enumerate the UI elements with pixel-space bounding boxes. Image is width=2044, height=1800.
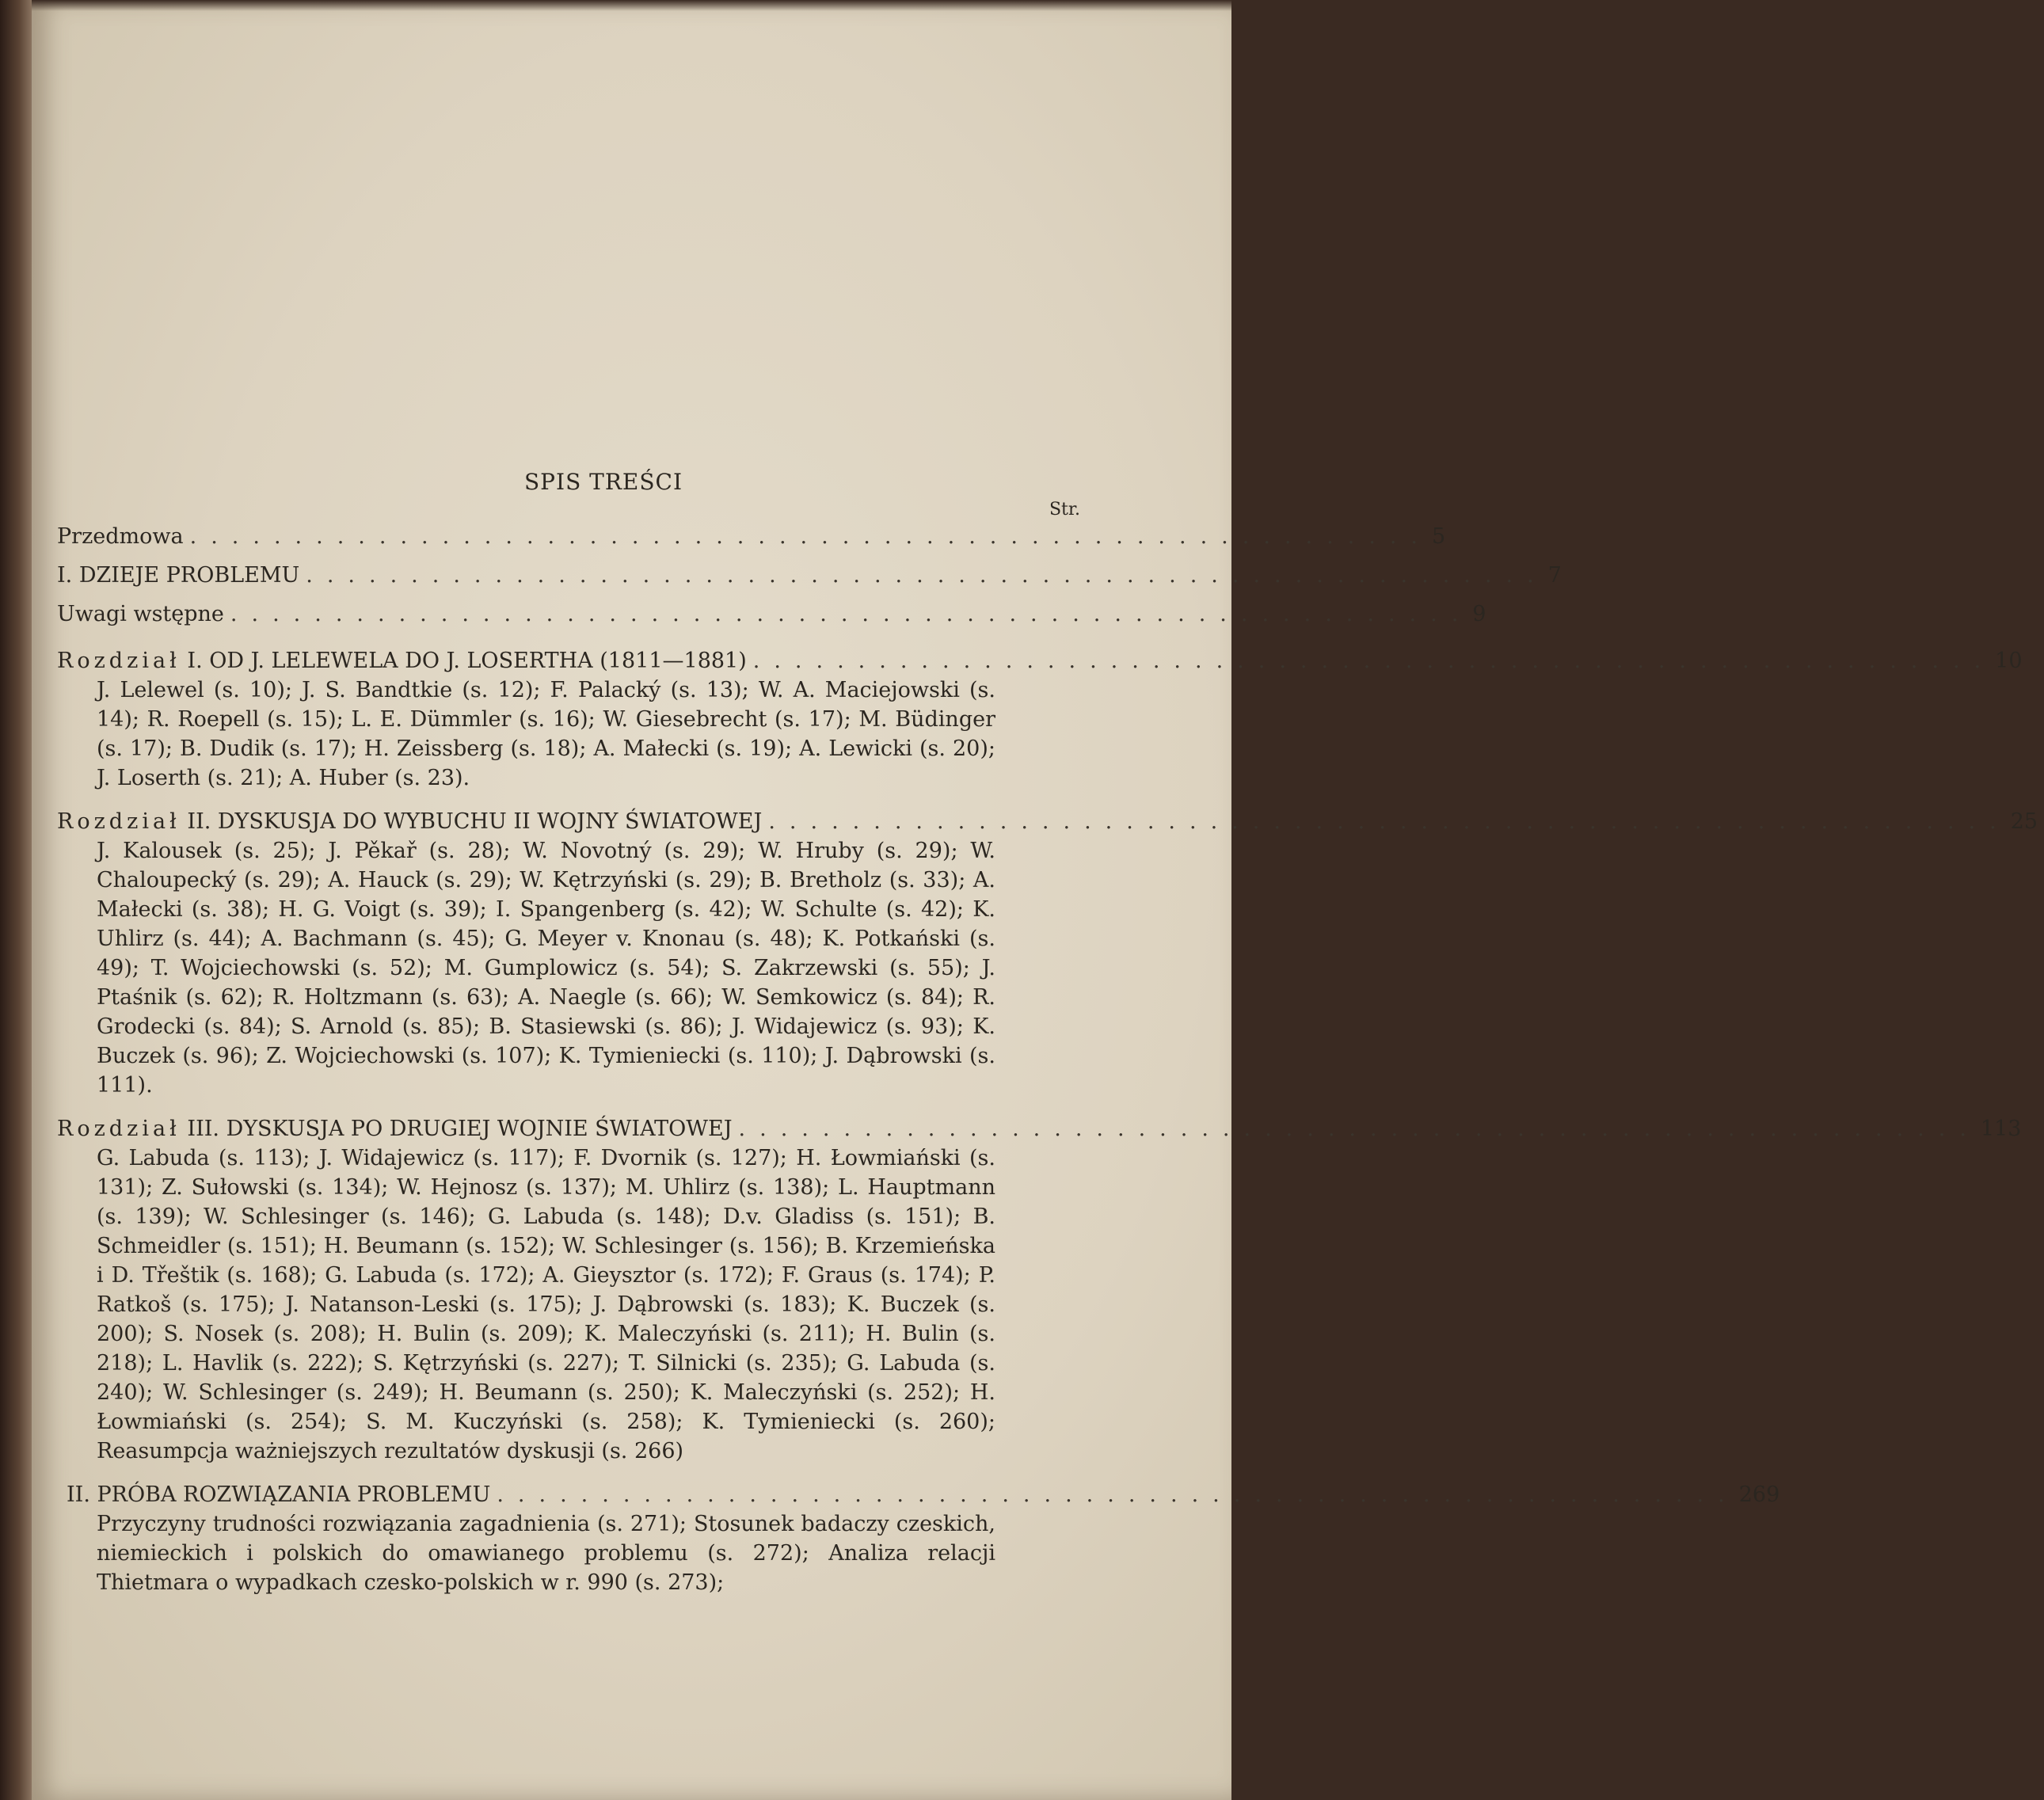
entry-label: I. DZIEJE PROBLEMU (57, 563, 300, 588)
chapter-page: 25 (2010, 809, 2038, 834)
chapter-title: I. OD J. LELEWELA DO J. LOSERTHA (1811—1881) (187, 649, 747, 673)
part-two-heading (57, 1480, 1780, 1509)
part-title: II. PRÓBA ROZWIĄZANIA PROBLEMU (67, 1482, 491, 1507)
entry-page: 9 (1472, 602, 1486, 626)
toc-entry-part-one (57, 561, 1562, 590)
chapter-title: III. DYSKUSJA PO DRUGIEJ WOJNIE ŚWIATOWEJ (187, 1117, 733, 1141)
leader-dots: ........................................................... (497, 1482, 1739, 1507)
table-of-contents (57, 467, 2038, 1597)
leader-dots: ........................................................... (230, 602, 1473, 626)
toc-title: SPIS TREŚCI (523, 469, 683, 495)
entry-label: Uwagi wstępne (57, 602, 224, 626)
chapter-2-description: J. Kalousek (s. 25); J. Pěkař (s. 28); W. Novotný (s. 29); W. Hruby (s. 29); W. Chaloupecký (s. 29); A. Hauck (s. 29); W. Kętrzyński (s. 29); B. Bretholz (s. 33); A. Małecki (s. 38); H. G. Voigt (s. 39); I. Spangenberg (s. 42); W. Schulte (s. 42); K. Uhlirz (s. 44); A. Bachmann (s. 45); G. Meyer v. Knonau (s. 48); K. Potkański (s. 49); T. Wojciechowski (s. 52); M. Gumplowicz (s. 54); S. Zakrzewski (s. 55); J. Ptaśnik (s. 62); R. Holtzmann (s. 63); A. Naegle (s. 66); W. Semkowicz (s. 84); R. Grodecki (s. 84); S. Arnold (s. 85); B. Stasiewski (s. 86); J. Widajewicz (s. 93); K. Buczek (s. 96); Z. Wojciechowski (s. 107); K. Tymieniecki (s. 110); J. Dąbrowski (s. 111). (97, 839, 995, 1098)
entry-label: Przedmowa (57, 524, 184, 549)
chapter-1-description: J. Lelewel (s. 10); J. S. Bandtkie (s. 12); F. Palacký (s. 13); W. A. Maciejowski (s. 14); R. Roepell (s. 15); L. E. Dümmler (s. 16); W. Giesebrecht (s. 17); M. Büdinger (s. 17); B. Dudik (s. 17); H. Zeissberg (s. 18); A. Małecki (s. 19); A. Lewicki (s. 20); J. Loserth (s. 21); A. Huber (s. 23). (97, 678, 995, 790)
book-binding (0, 0, 32, 1800)
leader-dots: ........................................................... (189, 524, 1433, 549)
leader-dots: ........................................................... (306, 563, 1548, 588)
part-page: 269 (1738, 1482, 1780, 1507)
toc-entry-preface (57, 522, 1446, 551)
chapter-title: II. DYSKUSJA DO WYBUCHU II WOJNY ŚWIATOWEJ (187, 809, 763, 834)
entry-page: 5 (1432, 524, 1446, 549)
leader-dots: ........................................................... (752, 649, 1996, 673)
chapter-2-heading (57, 807, 2038, 836)
chapter-3-description: G. Labuda (s. 113); J. Widajewicz (s. 117); F. Dvornik (s. 127); H. Łowmiański (s. 131); Z. Sułowski (s. 134); W. Hejnosz (s. 137); M. Uhlirz (s. 138); L. Hauptmann (s. 139); W. Schlesinger (s. 146); G. Labuda (s. 148); D.v. Gladiss (s. 151); B. Schmeidler (s. 151); H. Beumann (s. 152); W. Schlesinger (s. 156); B. Krzemieńska i D. Třeštik (s. 168); G. Labuda (s. 172); A. Gieysztor (s. 172); F. Graus (s. 174); P. Ratkoš (s. 175); J. Natanson-Leski (s. 175); J. Dąbrowski (s. 183); K. Buczek (s. 200); S. Nosek (s. 208); H. Bulin (s. 209); K. Maleczyński (s. 211); H. Bulin (s. 218); L. Havlik (s. 222); S. Kętrzyński (s. 227); T. Silnicki (s. 235); G. Labuda (s. 240); W. Schlesinger (s. 249); H. Beumann (s. 250); K. Maleczyński (s. 252); H. Łowmiański (s. 254); S. M. Kuczyński (s. 258); K. Tymieniecki (s. 260); Reasumpcja ważniejszych rezultatów dyskusji (s. 266) (97, 1146, 995, 1463)
part-two-description: Przyczyny trudności rozwiązania zagadnienia (s. 271); Stosunek badaczy czeskich, niemieckich i polskich do omawianego problemu (s. 272); Analiza relacji Thietmara o wypadkach czesko-polskich w r. 990 (s. 273); (97, 1512, 995, 1595)
leader-dots: ........................................................... (738, 1117, 1981, 1141)
chapter-prefix: Rozdział (57, 1117, 181, 1141)
chapter-prefix: Rozdział (57, 809, 181, 834)
entry-page: 7 (1547, 563, 1562, 588)
leader-dots: ........................................................... (768, 809, 2011, 834)
page-column-label: Str. (1049, 500, 1080, 519)
chapter-3-heading (57, 1114, 2022, 1144)
toc-entry-intro (57, 599, 1486, 629)
chapter-prefix: Rozdział (57, 649, 181, 673)
chapter-page: 10 (1995, 649, 2023, 673)
page-top-edge (32, 0, 1231, 11)
chapter-page: 113 (1980, 1117, 2022, 1141)
chapter-1-heading (57, 646, 2023, 675)
